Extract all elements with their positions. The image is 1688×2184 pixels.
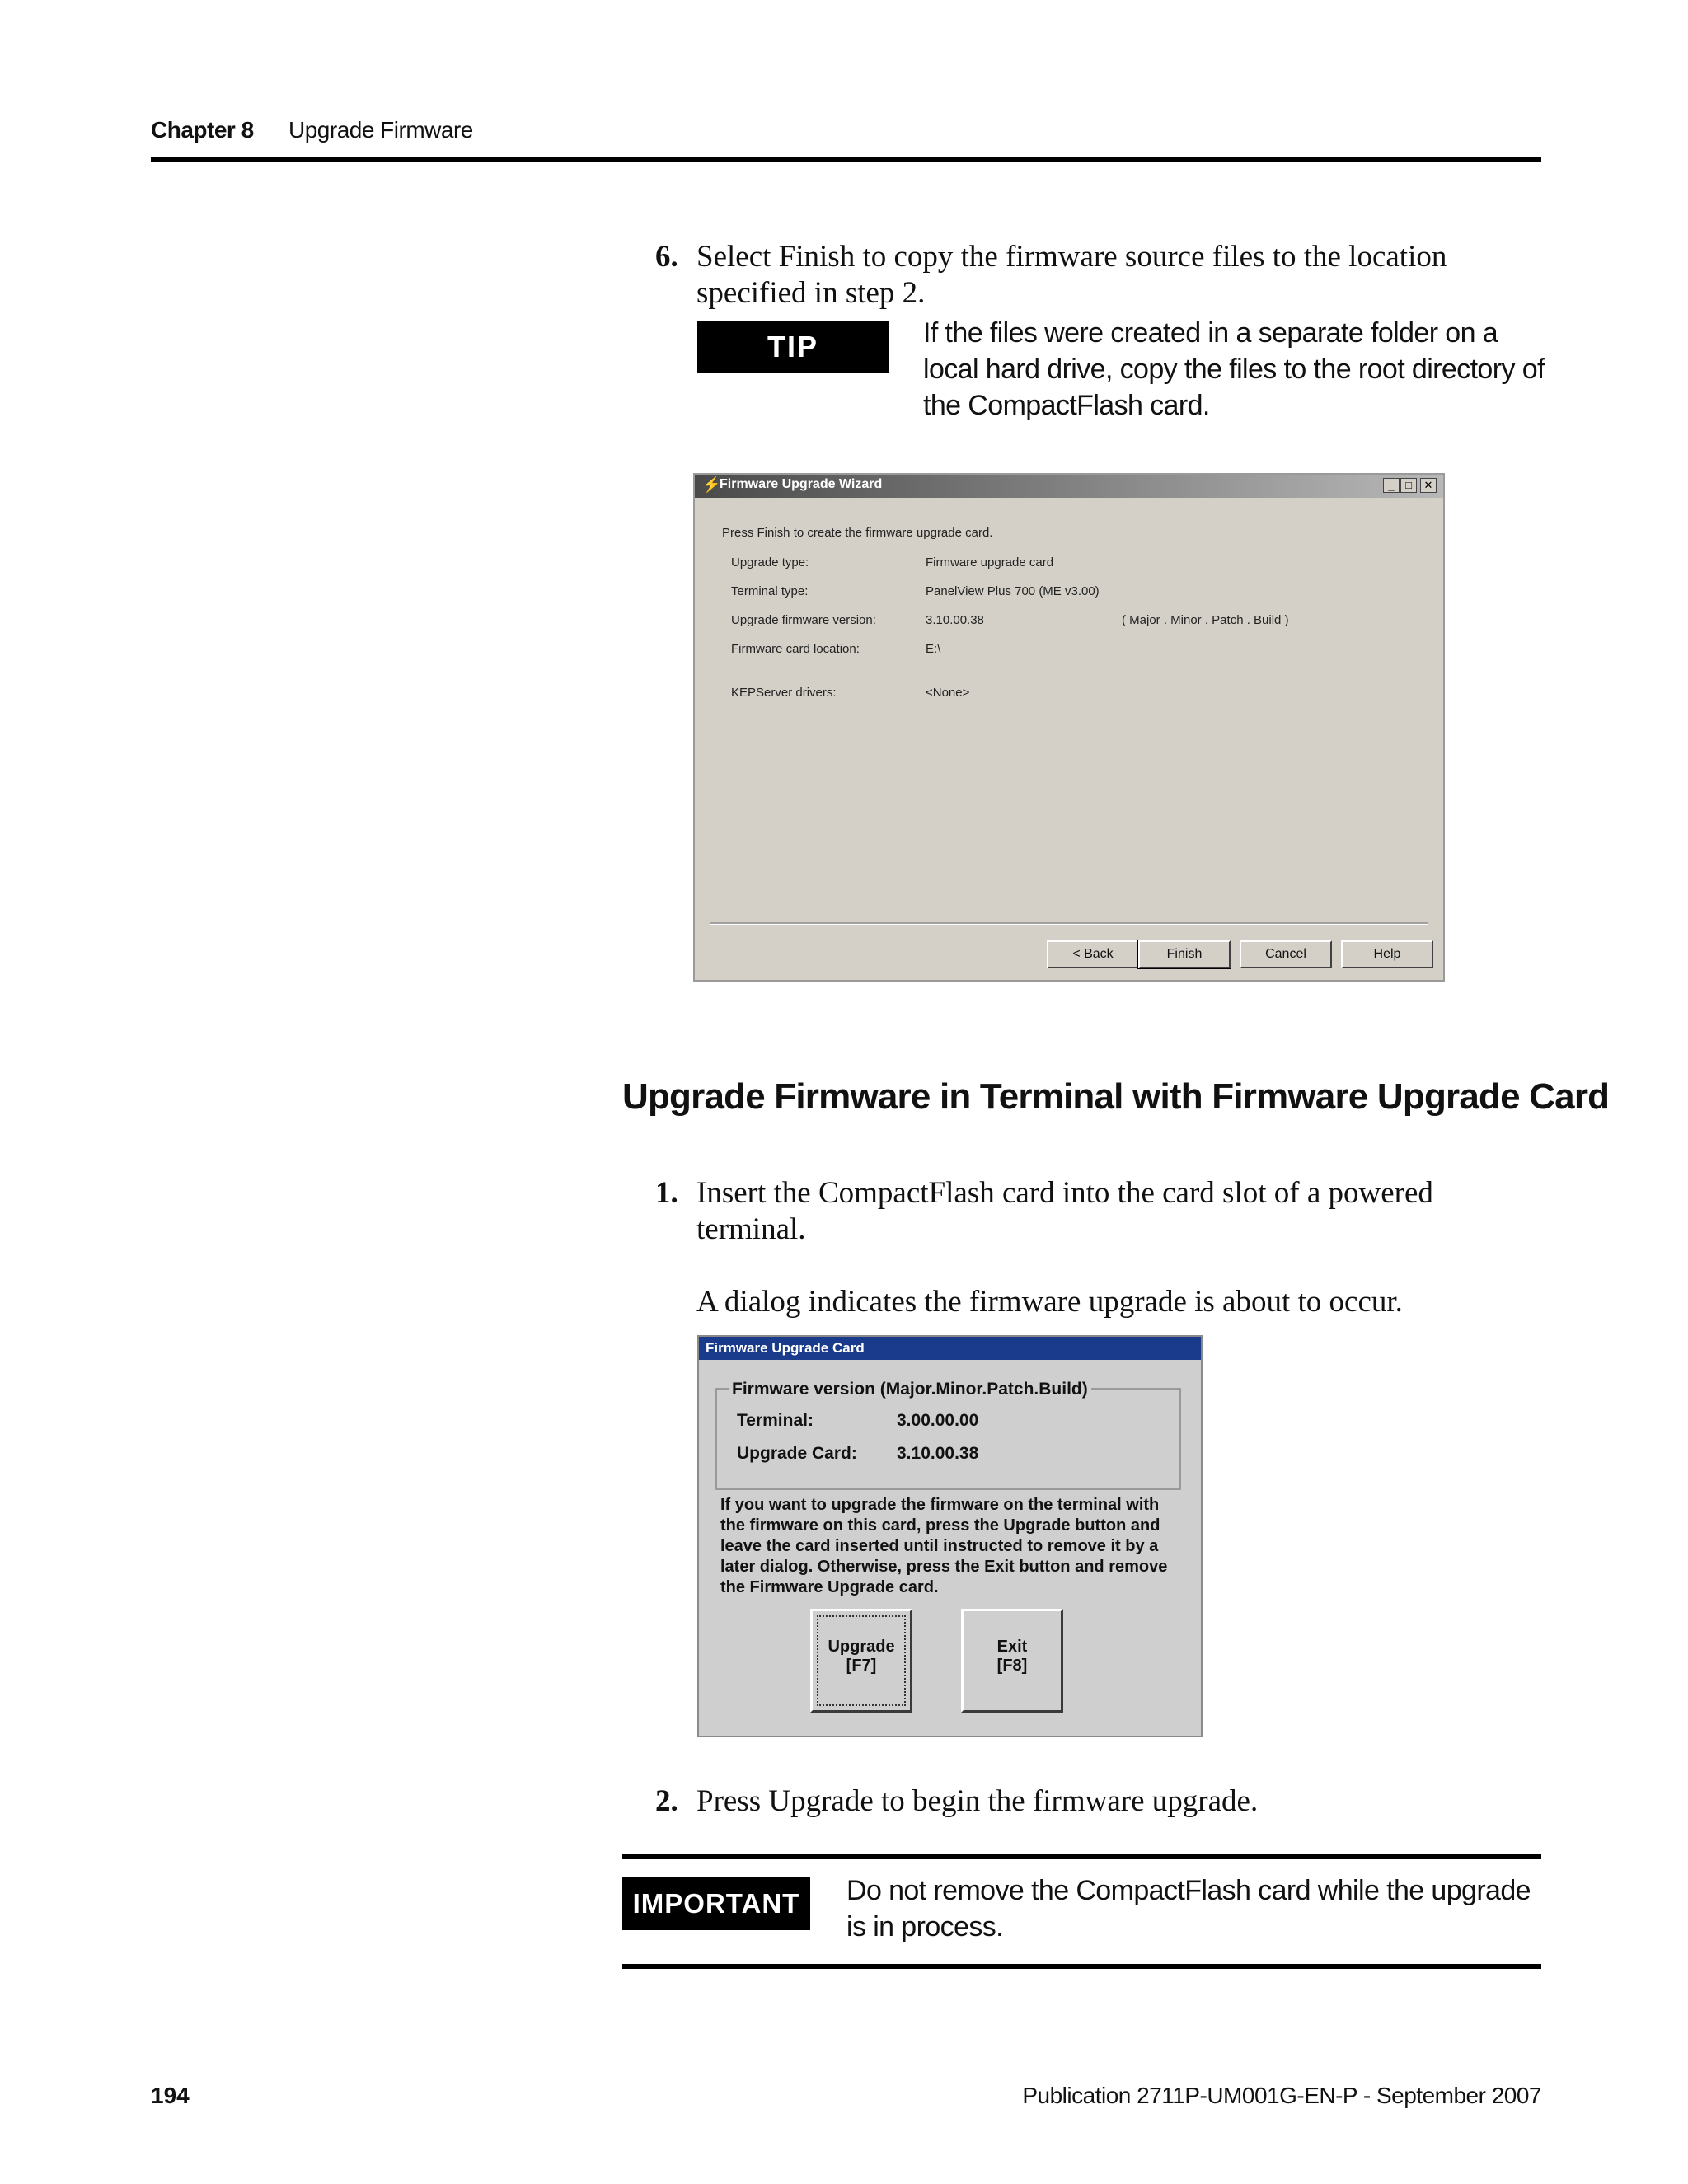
important-rule-top [622, 1854, 1541, 1859]
wizard-title: Firmware Upgrade Wizard [720, 477, 883, 491]
terminal-version: 3.00.00.00 [897, 1411, 979, 1430]
tip-text: If the files were created in a separate folder on a local hard drive, copy the files to the root directory of the CompactFlash card. [923, 317, 1545, 421]
page-number: 194 [151, 2083, 190, 2108]
wizard-titlebar [695, 475, 1443, 498]
upgrade-button[interactable] [810, 1609, 912, 1713]
upgrade-button-key: [F7] [846, 1657, 877, 1675]
important-badge: IMPORTANT [622, 1877, 810, 1930]
upgrade-type-label: Upgrade type: [731, 555, 809, 569]
step-text: Insert the CompactFlash card into the card slot of a powered terminal. [696, 1176, 1433, 1246]
chapter-title: Upgrade Firmware [288, 117, 473, 143]
card-location-value: E:\ [926, 642, 941, 656]
terminal-type-value: PanelView Plus 700 (ME v3.00) [926, 584, 1100, 598]
kepserver-label: KEPServer drivers: [731, 686, 837, 700]
publication-info: Publication 2711P-UM001G-EN-P - September 2007 [1022, 2083, 1541, 2108]
firmware-version-label: Upgrade firmware version: [731, 613, 876, 627]
terminal-label: Terminal: [737, 1411, 814, 1430]
maximize-button[interactable]: □ [1400, 478, 1417, 493]
step-number: 1. [655, 1176, 678, 1210]
minimize-button[interactable]: _ [1383, 478, 1400, 493]
cancel-button[interactable]: Cancel [1240, 940, 1332, 968]
exit-button-key: [F8] [996, 1657, 1028, 1675]
wizard-window [693, 473, 1445, 982]
important-rule-bottom [622, 1964, 1541, 1969]
dialog-title: Firmware Upgrade Card [706, 1340, 865, 1356]
terminal-type-label: Terminal type: [731, 584, 809, 598]
exit-button-label: Exit [996, 1638, 1028, 1656]
wizard-separator [710, 922, 1428, 925]
step-number: 6. [655, 240, 678, 274]
tip-badge: TIP [697, 321, 889, 373]
important-text: Do not remove the CompactFlash card while the upgrade is in process. [846, 1875, 1531, 1943]
upgrade-type-value: Firmware upgrade card [926, 555, 1054, 569]
wizard-instruction: Press Finish to create the firmware upgrade card. [722, 526, 993, 540]
step-text: Select Finish to copy the firmware source files to the location specified in step 2. [696, 240, 1447, 310]
card-location-label: Firmware card location: [731, 642, 860, 656]
upgrade-card-label: Upgrade Card: [737, 1444, 857, 1463]
group-label: Firmware version (Major.Minor.Patch.Build) [729, 1380, 1091, 1399]
kepserver-value: <None> [926, 686, 970, 700]
section-heading: Upgrade Firmware in Terminal with Firmware Upgrade Card [622, 1076, 1610, 1117]
firmware-version-value: 3.10.00.38 [926, 613, 984, 627]
back-button[interactable]: < Back [1047, 940, 1139, 968]
help-button[interactable]: Help [1341, 940, 1433, 968]
step-subtext: A dialog indicates the firmware upgrade is about to occur. [696, 1285, 1403, 1319]
finish-button[interactable]: Finish [1138, 940, 1231, 968]
step-text: Press Upgrade to begin the firmware upgrade. [696, 1784, 1259, 1818]
lightning-icon: ⚡ [702, 476, 721, 493]
exit-button[interactable] [961, 1609, 1063, 1713]
dialog-titlebar [699, 1337, 1201, 1360]
step-number: 2. [655, 1784, 678, 1818]
dialog-message: If you want to upgrade the firmware on the terminal with the firmware on this card, press the Upgrade button and leave the card inserted until instructed to remove it by a later dialog. Otherwise, press the Exit button and remove the Firmware Upgrade card. [720, 1496, 1168, 1596]
upgrade-button-label: Upgrade [828, 1638, 895, 1656]
upgrade-card-dialog [697, 1335, 1203, 1737]
close-button[interactable]: ✕ [1420, 478, 1437, 493]
header-rule [151, 157, 1541, 162]
upgrade-card-version: 3.10.00.38 [897, 1444, 979, 1463]
chapter-label: Chapter 8 [151, 117, 254, 143]
firmware-version-group [715, 1388, 1181, 1490]
version-format-note: ( Major . Minor . Patch . Build ) [1122, 613, 1289, 627]
